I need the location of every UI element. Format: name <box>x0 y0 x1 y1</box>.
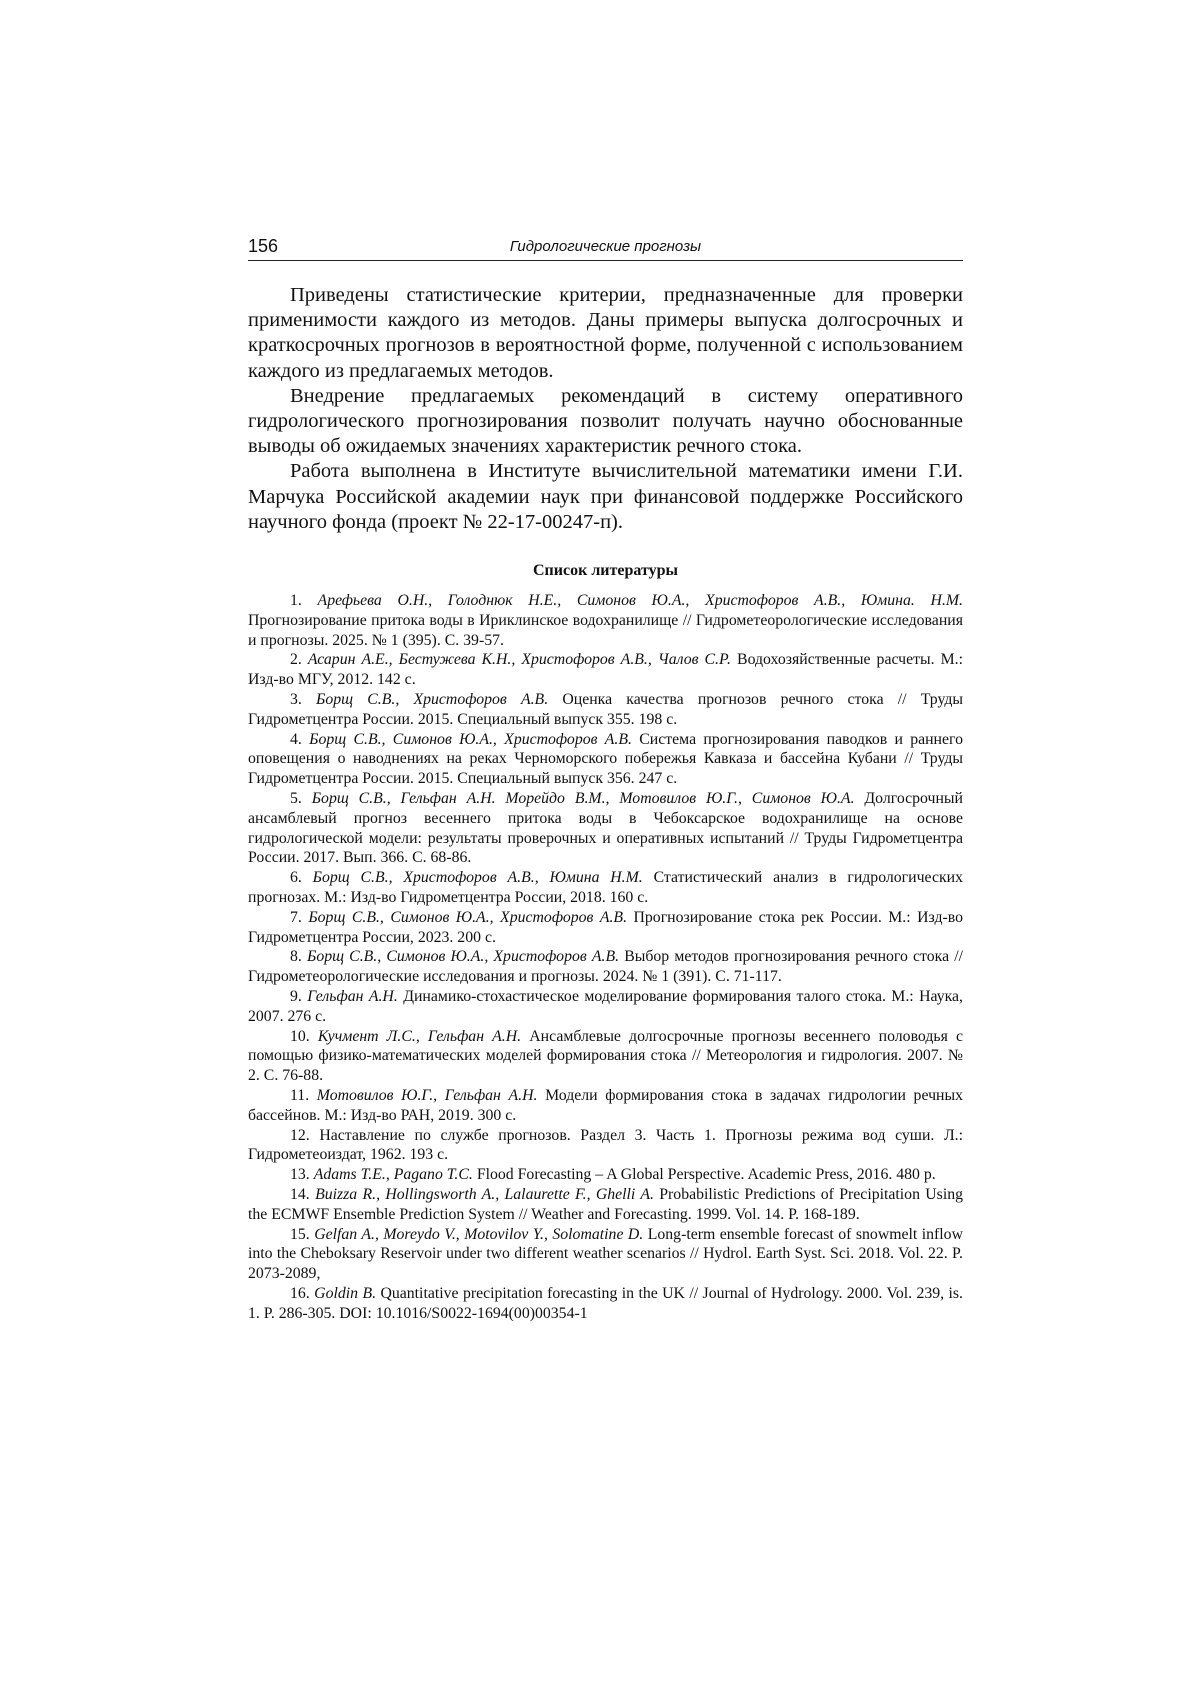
reference-number: 9. <box>290 987 302 1005</box>
reference-item-15 <box>248 1225 963 1284</box>
reference-authors: Buizza R., Hollingsworth A., Lalaurette F., Ghelli A. <box>315 1185 654 1203</box>
reference-list <box>248 591 963 1323</box>
reference-authors: Арефьева О.Н., Голоднюк Н.Е., Симонов Ю.А., Христофоров А.В., Юмина. Н.М. <box>317 592 963 610</box>
reference-item-12 <box>248 1126 963 1166</box>
reference-text: Flood Forecasting – A Global Perspective. Academic Press, 2016. 480 p. <box>476 1166 936 1184</box>
reference-number: 13. <box>290 1166 310 1184</box>
paragraph-1: Приведены статистические критерии, предназначенные для проверки применимости каждого из методов. Даны примеры выпуска долгосрочных и краткосрочных прогнозов в вероятностной форме, полученной с использованием каждого из предлагаемых методов. <box>248 284 963 382</box>
reference-item-14 <box>248 1185 963 1225</box>
paragraph-3: Работа выполнена в Институте вычислительной математики имени Г.И. Марчука Российской академии наук при финансовой поддержке Российского научного фонда (проект № 22-17-00247-п). <box>248 460 963 533</box>
reference-text: Ансамблевые долгосрочные прогнозы весеннего половодья с помощью физико-математических моделей формирования стока // Метеорология и гидрология. 2007. № 2. С. 76-88. <box>248 1027 964 1085</box>
reference-authors: Adams T.E., Pagano T.C. <box>313 1166 473 1184</box>
reference-text: Система прогнозирования паводков и раннего оповещения о наводнениях на реках Черноморского побережья Кавказа и бассейна Кубани // Труды Гидрометцентра России. 2015. Специальный выпуск 356. 247 с. <box>248 730 964 788</box>
reference-authors: Борщ С.В., Симонов Ю.А., Христофоров А.В. <box>307 948 620 966</box>
reference-authors: Гельфан А.Н. <box>307 987 398 1005</box>
reference-number: 3. <box>290 691 302 709</box>
reference-text: Прогнозирование притока воды в Ириклинское водохранилище // Гидрометеорологические исследования и прогнозы. 2025. № 1 (395). С. 39-57. <box>248 611 963 649</box>
reference-text: Long-term ensemble forecast of snowmelt inflow into the Cheboksary Reservoir under two different weather scenarios // Hydrol. Earth Syst. Sci. 2018. Vol. 22. P. 2073-2089, <box>248 1225 963 1283</box>
page <box>248 236 963 1324</box>
reference-authors: Борщ С.В., Симонов Ю.А., Христофоров А.В. <box>309 730 632 748</box>
reference-number: 4. <box>290 730 302 748</box>
reference-item-4 <box>248 730 963 789</box>
reference-item-1 <box>248 591 963 650</box>
reference-number: 14. <box>290 1185 310 1203</box>
reference-authors: Борщ С.В., Христофоров А.В., Юмина Н.М. <box>312 869 643 887</box>
reference-authors: Асарин А.Е., Бестужева К.Н., Христофоров А.В., Чалов С.Р. <box>307 651 731 669</box>
reference-number: 7. <box>290 908 302 926</box>
reference-item-7 <box>248 908 963 948</box>
reference-authors: Борщ С.В., Гельфан А.Н. Морейдо В.М., Мотовилов Ю.Г., Симонов Ю.А. <box>311 790 855 807</box>
reference-text: Оценка качества прогнозов речного стока // Труды Гидрометцентра России. 2015. Специальный выпуск 355. 198 с. <box>248 691 964 728</box>
reference-text: Статистический анализ в гидрологических прогнозах. М.: Изд-во Гидрометцентра России, 2018. 160 с. <box>248 869 963 906</box>
page-number: 156 <box>248 236 279 256</box>
reference-text: Выбор методов прогнозирования речного стока // Гидрометеорологические исследования и прогнозы. 2024. № 1 (391). С. 71-117. <box>248 948 964 986</box>
reference-authors: Борщ С.В., Симонов Ю.А., Христофоров А.В. <box>308 908 628 926</box>
reference-authors: Мотовилов Ю.Г., Гельфан А.Н. <box>316 1086 538 1104</box>
reference-authors: Gelfan A., Moreydo V., Motovilov Y., Solomatine D. <box>314 1225 644 1243</box>
reference-text: Прогнозирование стока рек России. М.: Изд-во Гидрометцентра России, 2023. 200 с. <box>248 908 964 946</box>
reference-item-8 <box>248 947 963 987</box>
reference-text: Probabilistic Predictions of Precipitation Using the ECMWF Ensemble Prediction System // Weather and Forecasting. 1999. Vol. 14. P. 168-189. <box>248 1185 964 1223</box>
reference-item-16 <box>248 1284 963 1324</box>
reference-text: Динамико-стохастическое моделирование формирования талого стока. М.: Наука, 2007. 276 с. <box>248 987 963 1025</box>
reference-number: 15. <box>290 1225 310 1243</box>
reference-item-6 <box>248 868 963 908</box>
reference-authors: Кучмент Л.С., Гельфан А.Н. <box>317 1027 522 1045</box>
paragraph-2: Внедрение предлагаемых рекомендаций в систему оперативного гидрологического прогнозирования позволит получать научно обоснованные выводы об ожидаемых значениях характеристик речного стока. <box>248 384 963 458</box>
reference-item-11 <box>248 1086 963 1126</box>
reference-number: 10. <box>290 1027 310 1045</box>
running-head <box>248 236 963 261</box>
references-title: Список литературы <box>533 562 678 580</box>
reference-number: 11. <box>290 1086 310 1104</box>
reference-item-13 <box>248 1165 963 1185</box>
journal-title: Гидрологические прогнозы <box>509 238 702 255</box>
reference-authors: Борщ С.В., Христофоров А.В. <box>316 691 549 709</box>
reference-number: 16. <box>290 1284 310 1302</box>
reference-text: Долгосрочный ансамблевый прогноз весеннего притока воды в Чебоксарское водохранилище на основе гидрологической модели: результаты проверочных и оперативных испытаний // Труды Гидрометцентра России. 2017. Вып. 366. С. 68-86. <box>248 790 963 867</box>
reference-item-2 <box>248 650 963 690</box>
reference-number: 6. <box>290 869 302 887</box>
reference-item-5 <box>248 789 963 868</box>
reference-item-3 <box>248 690 963 730</box>
reference-number: 8. <box>290 948 302 966</box>
reference-number: 1. <box>290 592 302 610</box>
body-text <box>248 283 963 535</box>
reference-authors: Goldin B. <box>314 1284 377 1302</box>
reference-number: 2. <box>290 651 302 669</box>
reference-number: 12. <box>290 1126 310 1144</box>
reference-text: Наставление по службе прогнозов. Раздел 3. Часть 1. Прогнозы режима вод суши. Л.: Гидрометеоиздат, 1962. 193 с. <box>248 1126 963 1164</box>
reference-number: 5. <box>290 790 302 807</box>
reference-item-9 <box>248 987 963 1027</box>
reference-item-10 <box>248 1027 963 1086</box>
reference-text: Quantitative precipitation forecasting in the UK // Journal of Hydrology. 2000. Vol. 239, is. 1. P. 286-305. DOI: 10.1016/S0022-1694(00)00354-1 <box>248 1284 963 1322</box>
reference-text: Водохозяйственные расчеты. М.: Изд-во МГУ, 2012. 142 с. <box>248 651 963 689</box>
reference-text: Модели формирования стока в задачах гидрологии речных бассейнов. М.: Изд-во РАН, 2019. 300 с. <box>248 1086 963 1124</box>
